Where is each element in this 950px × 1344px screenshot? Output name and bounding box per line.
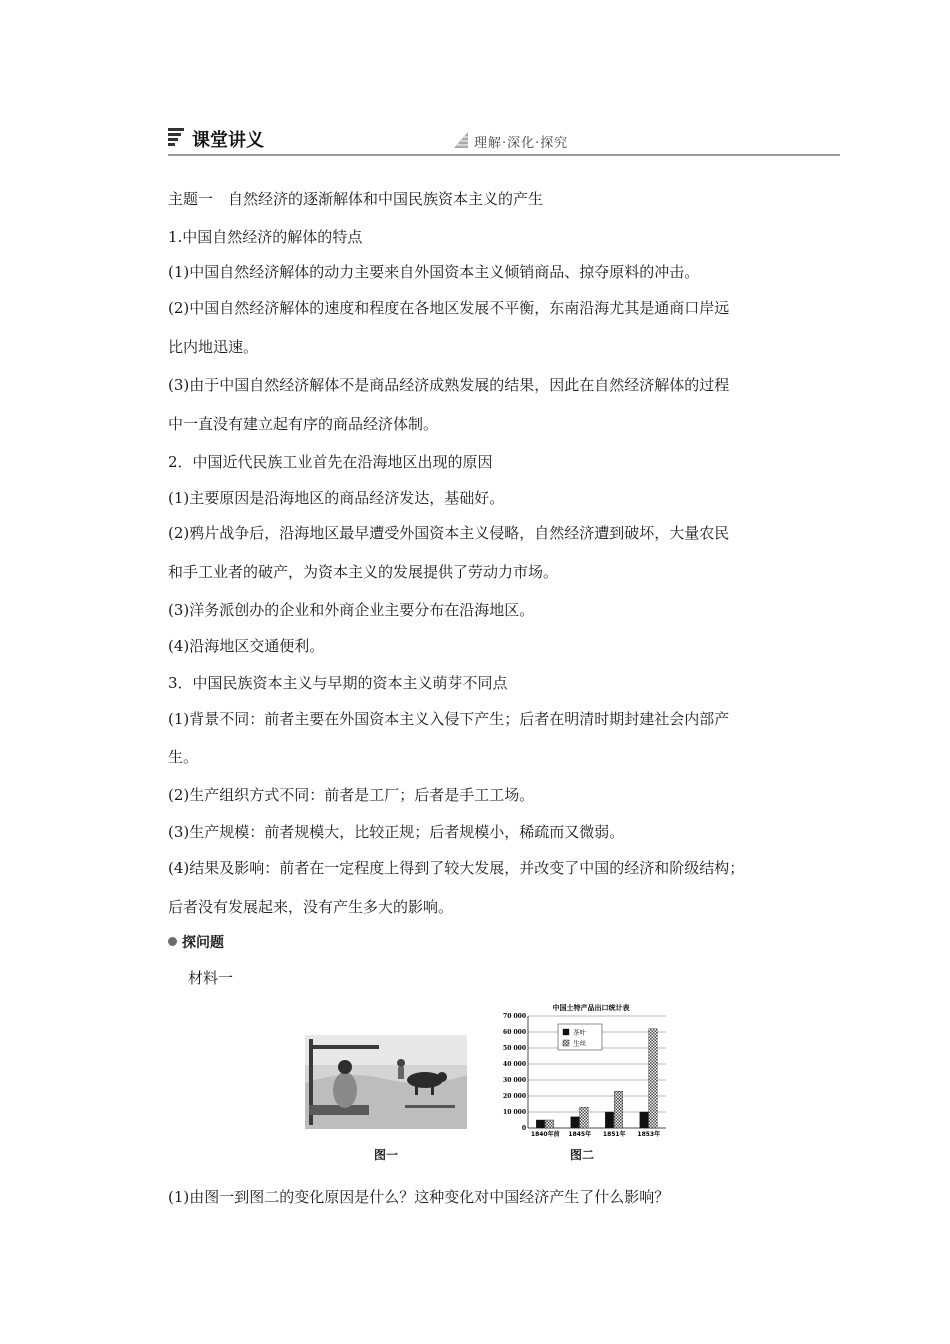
text-line: (2)鸦片战争后，沿海地区最早遭受外国资本主义侵略，自然经济遭到破坏，大量农民 [168,524,730,542]
section-header [168,124,840,156]
chart-y-tick-label: 20 000 [503,1093,526,1101]
text-line: 比内地迅速。 [168,338,259,356]
chart-bar [649,1029,657,1128]
chart-legend-label: 茶叶 [573,1028,586,1037]
material-label: 材料一 [188,969,234,987]
figure-two-caption: 图二 [570,1148,595,1162]
header-stripes-icon [168,128,186,148]
figure-one-illustration [305,1035,467,1129]
chart-bar [545,1120,553,1128]
question-text: (1)由图一到图二的变化原因是什么？这种变化对中国经济产生了什么影响？ [168,1188,670,1206]
text-line: 中一直没有建立起有序的商品经济体制。 [168,415,439,433]
header-wedge-icon [454,132,468,148]
text-line: 生。 [168,748,199,766]
chart-legend-swatch [563,1040,569,1046]
text-line: 和手工业者的破产，为资本主义的发展提供了劳动力市场。 [168,563,559,581]
chart-y-tick-label: 0 [521,1125,526,1133]
export-bar-chart [494,1002,674,1142]
header-subtitle: 理解·深化·探究 [474,136,569,151]
chart-bar [571,1117,579,1128]
chart-x-tick-label: 1853年 [637,1131,661,1138]
chart-bar [640,1112,648,1128]
chart-bar [614,1091,622,1128]
chart-y-tick-label: 50 000 [503,1045,526,1053]
chart-bar [536,1120,544,1128]
text-line: 2．中国近代民族工业首先在沿海地区出现的原因 [168,453,493,471]
chart-x-tick-label: 1851年 [602,1131,626,1138]
figure-one-caption: 图一 [374,1148,399,1162]
chart-y-tick-label: 10 000 [503,1109,526,1117]
text-line: (1)主要原因是沿海地区的商品经济发达，基础好。 [168,489,505,507]
text-line: 3．中国民族资本主义与早期的资本主义萌芽不同点 [168,674,508,692]
header-title: 课堂讲义 [192,130,264,151]
chart-y-tick-label: 40 000 [503,1061,526,1069]
text-line: 1.中国自然经济的解体的特点 [168,228,363,246]
chart-bar [580,1107,588,1128]
chart-bar [605,1112,613,1128]
chart-y-tick-label: 70 000 [503,1013,526,1021]
text-line: (2)中国自然经济解体的速度和程度在各地区发展不平衡，东南沿海尤其是通商口岸远 [168,299,730,317]
text-line: (1)中国自然经济解体的动力主要来自外国资本主义倾销商品、掠夺原料的冲击。 [168,263,700,281]
chart-y-tick-label: 30 000 [503,1077,526,1085]
text-line: (4)结果及影响：前者在一定程度上得到了较大发展，并改变了中国的经济和阶级结构； [168,859,745,877]
text-line: (4)沿海地区交通便利。 [168,637,325,655]
chart-y-tick-label: 60 000 [503,1029,526,1037]
text-line: (1)背景不同：前者主要在外国资本主义入侵下产生；后者在明清时期封建社会内部产 [168,710,730,728]
chart-x-tick-label: 1845年 [568,1131,592,1138]
text-line: (3)由于中国自然经济解体不是商品经济成熟发展的结果，因此在自然经济解体的过程 [168,376,730,394]
text-line: (3)生产规模：前者规模大，比较正规；后者规模小，稀疏而又微弱。 [168,823,625,841]
chart-title: 中国土特产品出口统计表 [552,1004,630,1012]
text-line: (2)生产组织方式不同：前者是工厂；后者是手工工场。 [168,786,535,804]
text-line: (3)洋务派创办的企业和外商企业主要分布在沿海地区。 [168,601,535,619]
chart-x-tick-label: 1840年前 [530,1131,560,1138]
chart-legend-swatch [563,1029,569,1035]
topic-title: 主题一 自然经济的逐渐解体和中国民族资本主义的产生 [168,190,544,208]
text-line: 后者没有发展起来，没有产生多大的影响。 [168,898,454,916]
bullet-dot-icon [168,937,177,946]
chart-legend-label: 生丝 [573,1039,586,1048]
explore-heading: 探问题 [168,932,224,952]
